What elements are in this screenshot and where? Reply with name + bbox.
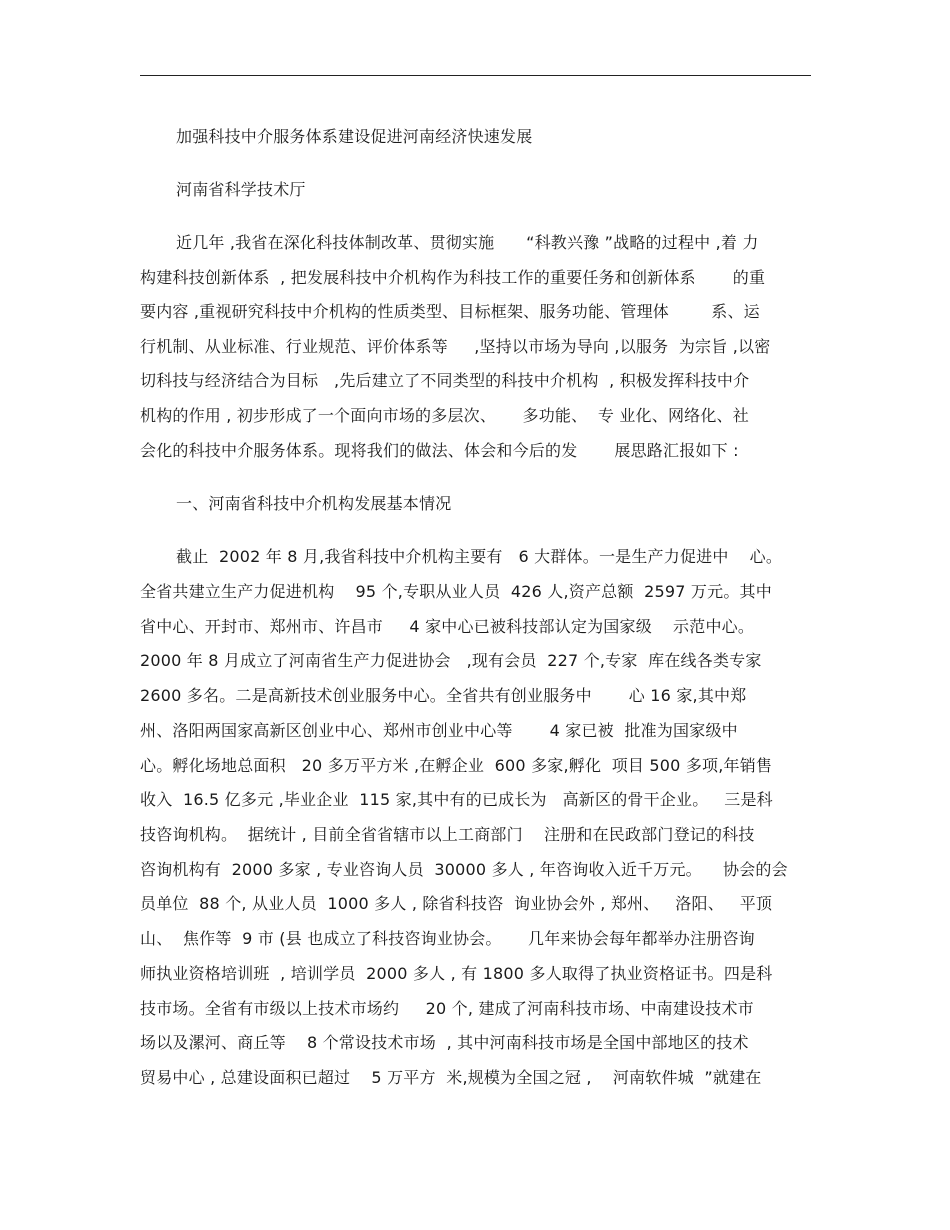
intro-line: 会化的科技中介服务体系。现将我们的做法、体会和今后的发 展思路汇报如下 : — [140, 441, 739, 460]
document-title: 加强科技中介服务体系建设促进河南经济快速发展 — [176, 127, 533, 146]
section-line: 2000 年 8 月成立了河南省生产力促进协会 ,现有会员 227 个,专家 库在线各类专家 — [140, 651, 762, 670]
intro-line: 行机制、从业标准、行业规范、评价体系等 ,坚持以市场为导向 ,以服务 为宗旨 ,以密 — [140, 337, 771, 356]
section-line: 贸易中心 , 总建设面积已超过 5 万平方 米,规模为全国之冠 , 河南软件城 ”就建在 — [140, 1068, 762, 1087]
intro-line: 要内容 ,重视研究科技中介机构的性质类型、目标框架、服务功能、管理体 系、运 — [140, 302, 760, 321]
document-author: 河南省科学技术厅 — [176, 180, 306, 199]
section-line: 技市场。全省有市级以上技术市场约 20 个, 建成了河南科技市场、中南建设技术市 — [140, 999, 754, 1018]
intro-line: 构建科技创新体系 , 把发展科技中介机构作为科技工作的重要任务和创新体系 的重 — [140, 268, 766, 287]
section-line: 州、洛阳两国家高新区创业中心、郑州市创业中心等 4 家已被 批准为国家级中 — [140, 721, 738, 740]
section-line: 师执业资格培训班 , 培训学员 2000 多人 , 有 1800 多人取得了执业资格证书。四是科 — [140, 964, 773, 983]
section-heading: 一、河南省科技中介机构发展基本情况 — [176, 494, 452, 513]
section-line: 员单位 88 个, 从业人员 1000 多人 , 除省科技咨 询业协会外 , 郑州、 洛阳、 平顶 — [140, 894, 773, 913]
section-line: 咨询机构有 2000 多家 , 专业咨询人员 30000 多人 , 年咨询收入近千万元。 协会的会 — [140, 860, 788, 879]
section-line: 2600 多名。二是高新技术创业服务中心。全省共有创业服务中 心 16 家,其中郑 — [140, 686, 747, 705]
section-line: 技咨询机构。 据统计 , 目前全省省辖市以上工商部门 注册和在民政部门登记的科技 — [140, 825, 755, 844]
intro-line: 机构的作用 , 初步形成了一个面向市场的多层次、 多功能、 专 业化、网络化、社 — [140, 406, 749, 425]
header-rule — [140, 75, 811, 76]
section-line: 山、 焦作等 9 市 (县 也成立了科技咨询业协会。 几年来协会每年都举办注册咨询 — [140, 929, 755, 948]
section-line: 全省共建立生产力促进机构 95 个,专职从业人员 426 人,资产总额 2597 万元。其中 — [140, 582, 772, 601]
section-line: 收入 16.5 亿多元 ,毕业企业 115 家,其中有的已成长为 高新区的骨干企业。 三是科 — [140, 790, 773, 809]
section-line: 心。孵化场地总面积 20 多万平方米 ,在孵企业 600 多家,孵化 项目 500 多项,年销售 — [140, 756, 773, 775]
intro-line: 近几年 ,我省在深化科技体制改革、贯彻实施 “科教兴豫 ”战略的过程中 ,着 力 — [176, 233, 759, 252]
section-line: 省中心、开封市、郑州市、许昌市 4 家中心已被科技部认定为国家级 示范中心。 — [140, 617, 755, 636]
intro-line: 切科技与经济结合为目标 ,先后建立了不同类型的科技中介机构 , 积极发挥科技中介 — [140, 371, 750, 390]
section-line: 场以及漯河、商丘等 8 个常设技术市场 , 其中河南科技市场是全国中部地区的技术 — [140, 1033, 749, 1052]
section-line: 截止 2002 年 8 月,我省科技中介机构主要有 6 大群体。一是生产力促进中 心。 — [176, 547, 783, 566]
